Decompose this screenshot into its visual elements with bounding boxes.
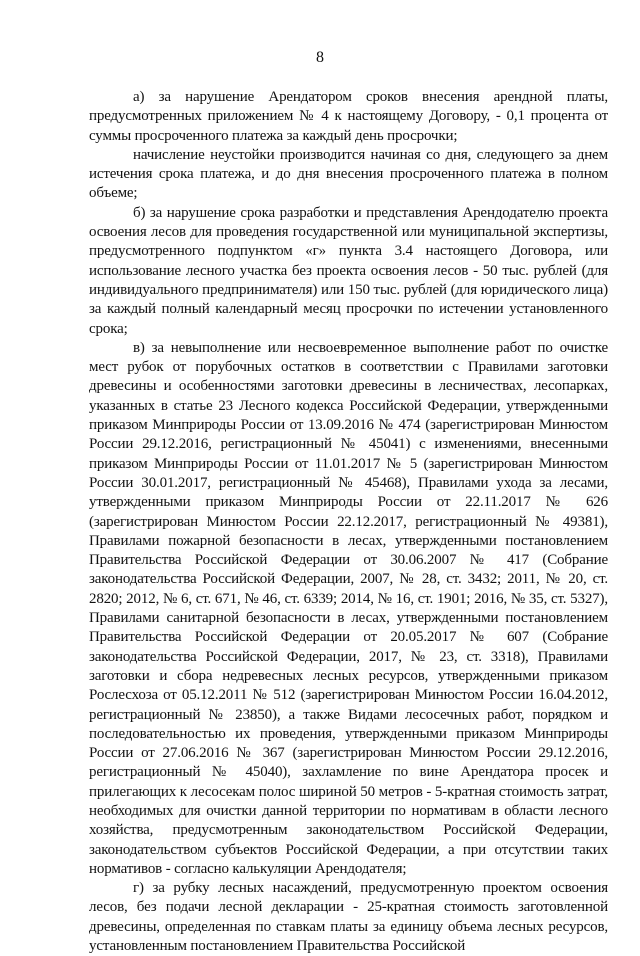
paragraph-v: в) за невыполнение или несвоевременное выполнение работ по очистке мест рубок от порубочных остатков в соответствии с Правилами заготовки древесины и особенностями заготовки древесины в лесничествах, лесопарках, указанных в статье 23 Лесного кодекса Российской Федерации, утвержденными приказом Минприроды России от 13.09.2016 № 474 (зарегистрирован Минюстом России 29.12.2016, регистрационный № 45041) с изменениями, внесенными приказом Минприроды России от 11.01.2017 № 5 (зарегистрирован Минюстом России 30.01.2017, регистрационный № 45468), Правилами ухода за лесами, утвержденными приказом Минприроды России от 22.11.2017 № 626 (зарегистрирован Минюстом России 22.12.2017, регистрационный № 49381), Правилами пожарной безопасности в лесах, утвержденными постановлением Правительства Российской Федерации от 30.06.2007 № 417 (Собрание законодательства Российской Федерации, 2007, № 28, ст. 3432; 2011, № 20, ст. 2820; 2012, № 6, ст. 671, № 46, ст. 6339; 2014, № 16, ст. 1901; 2016, № 35, ст. 5327), Правилами санитарной безопасности в лесах, утвержденными постановлением Правительства Российской Федерации от 20.05.2017 № 607 (Собрание законодательства Российской Федерации, 2017, № 23, ст. 3318), Правилами заготовки и сбора недревесных лесных ресурсов, утвержденными приказом Рослесхоза от 05.12.2011 № 512 (зарегистрирован Минюстом России 16.04.2012, регистрационный № 23850), а также Видами лесосечных работ, порядком и последовательностью их проведения, утвержденными приказом Минприроды России от 27.06.2016 № 367 (зарегистрирован Минюстом России 29.12.2016, регистрационный № 45040), захламление по вине Арендатора просек и прилегающих к лесосекам полос шириной 50 метров - 5-кратная стоимость затрат, необходимых для очистки данной территории по нормативам в области лесного хозяйства, предусмотренным законодательством Российской Федерации, законодательством субъектов Российской Федерации, а при отсутствии таких нормативов - согласно калькуляции Арендодателя; <box>89 339 608 877</box>
document-body <box>89 88 608 956</box>
paragraph-g: г) за рубку лесных насаждений, предусмотренную проектом освоения лесов, без подачи лесной декларации - 25-кратная стоимость заготовленной древесины, определенная по ставкам платы за единицу объема лесных ресурсов, установленным постановлением Правительства Российской <box>89 880 608 955</box>
paragraph-penalty-accrual: начисление неустойки производится начиная со дня, следующего за днем истечения срока платежа, и до дня внесения просроченного платежа в полном объеме; <box>89 146 608 202</box>
paragraph-a: а) за нарушение Арендатором сроков внесения арендной платы, предусмотренных приложением № 4 к настоящему Договору, - 0,1 процента от суммы просроченного платежа за каждый день просрочки; <box>89 89 608 144</box>
page-number: 8 <box>316 49 324 66</box>
paragraph-b: б) за нарушение срока разработки и представления Арендодателю проекта освоения лесов для проведения государственной или муниципальной экспертизы, предусмотренного подпунктом «г» пункта 3.4 настоящего Договора, или использование лесного участка без проекта освоения лесов - 50 тыс. рублей (для индивидуального предпринимателя) или 150 тыс. рублей (для юридического лица) за каждый полный календарный месяц просрочки по истечении установленного срока; <box>89 204 608 337</box>
